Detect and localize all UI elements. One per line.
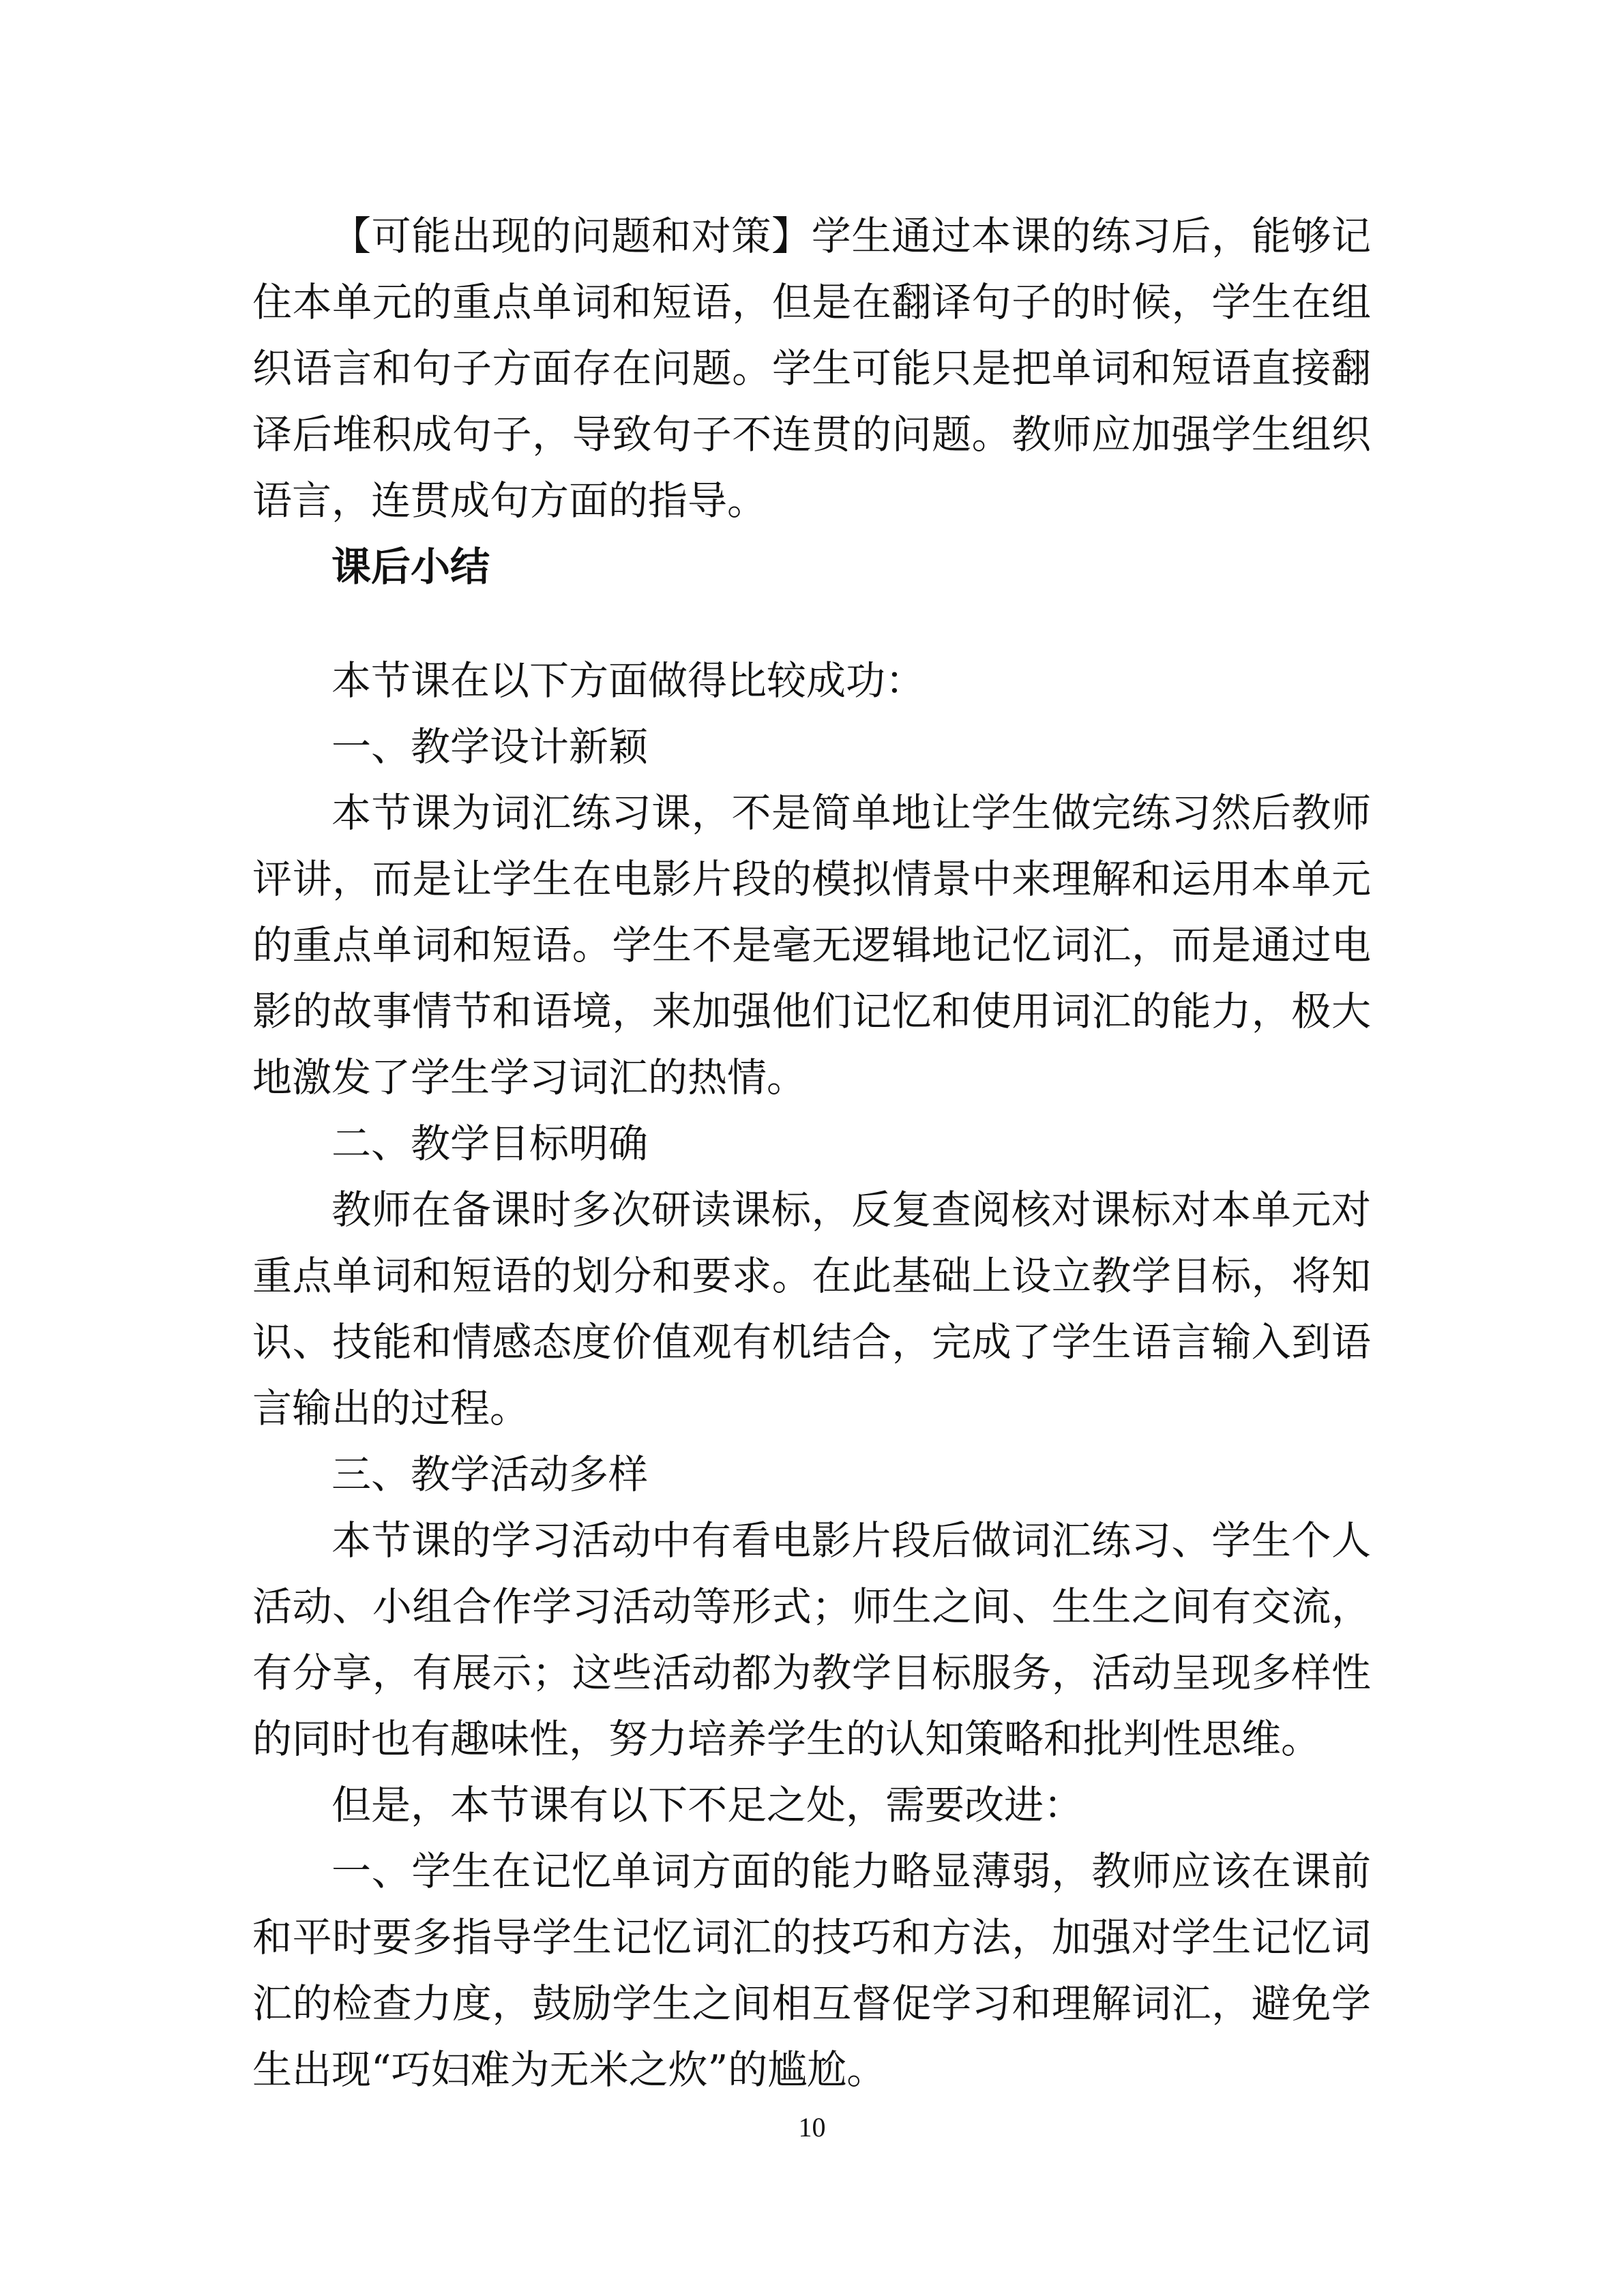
list-heading-activities: 三、教学活动多样	[331, 1451, 649, 1497]
heading-spacer	[252, 600, 1371, 648]
list-heading-goals: 二、教学目标明确	[331, 1120, 649, 1167]
paragraph-goals: 教师在备课时多次研读课标，反复查阅核对课标对本单元对重点单词和短语的划分和要求。在此基础上设立教学目标，将知识、技能和情感态度价值观有机结合，完成了学生语言输入到语言输出的过程。	[252, 1187, 1371, 1431]
page-number: 10	[798, 2112, 826, 2143]
section-heading-lesson-summary: 课后小结	[331, 543, 490, 590]
paragraph-shortcoming-vocabulary: 一、学生在记忆单词方面的能力略显薄弱，教师应该在课前和平时要多指导学生记忆词汇的技巧和方法，加强对学生记忆词汇的检查力度，鼓励学生之间相互督促学习和理解词汇，避免学生出现“巧妇难为无米之炊”的尴尬。	[252, 1848, 1371, 2093]
paragraph-problems-and-countermeasures: 【可能出现的问题和对策】学生通过本课的练习后，能够记住本单元的重点单词和短语，但是在翻译句子的时候，学生在组织语言和句子方面存在问题。学生可能只是把单词和短语直接翻译后堆积成句子，导致句子不连贯的问题。教师应加强学生组织语言，连贯成句方面的指导。	[252, 213, 1371, 524]
paragraph-activities: 本节课的学习活动中有看电影片段后做词汇练习、学生个人活动、小组合作学习活动等形式；师生之间、生生之间有交流，有分享，有展示；这些活动都为教学目标服务，活动呈现多样性的同时也有趣味性，努力培养学生的认知策略和批判性思维。	[252, 1517, 1371, 1762]
paragraph-design: 本节课为词汇练习课，不是简单地让学生做完练习然后教师评讲，而是让学生在电影片段的模拟情景中来理解和运用本单元的重点单词和短语。学生不是毫无逻辑地记忆词汇，而是通过电影的故事情节和语境，来加强他们记忆和使用词汇的能力，极大地激发了学生学习词汇的热情。	[252, 790, 1371, 1101]
list-heading-design: 一、教学设计新颖	[331, 724, 649, 770]
paragraph-shortcomings-intro: 但是，本节课有以下不足之处，需要改进：	[331, 1782, 1084, 1828]
document-body	[252, 203, 1371, 2103]
paragraph-success-intro: 本节课在以下方面做得比较成功：	[331, 657, 926, 704]
